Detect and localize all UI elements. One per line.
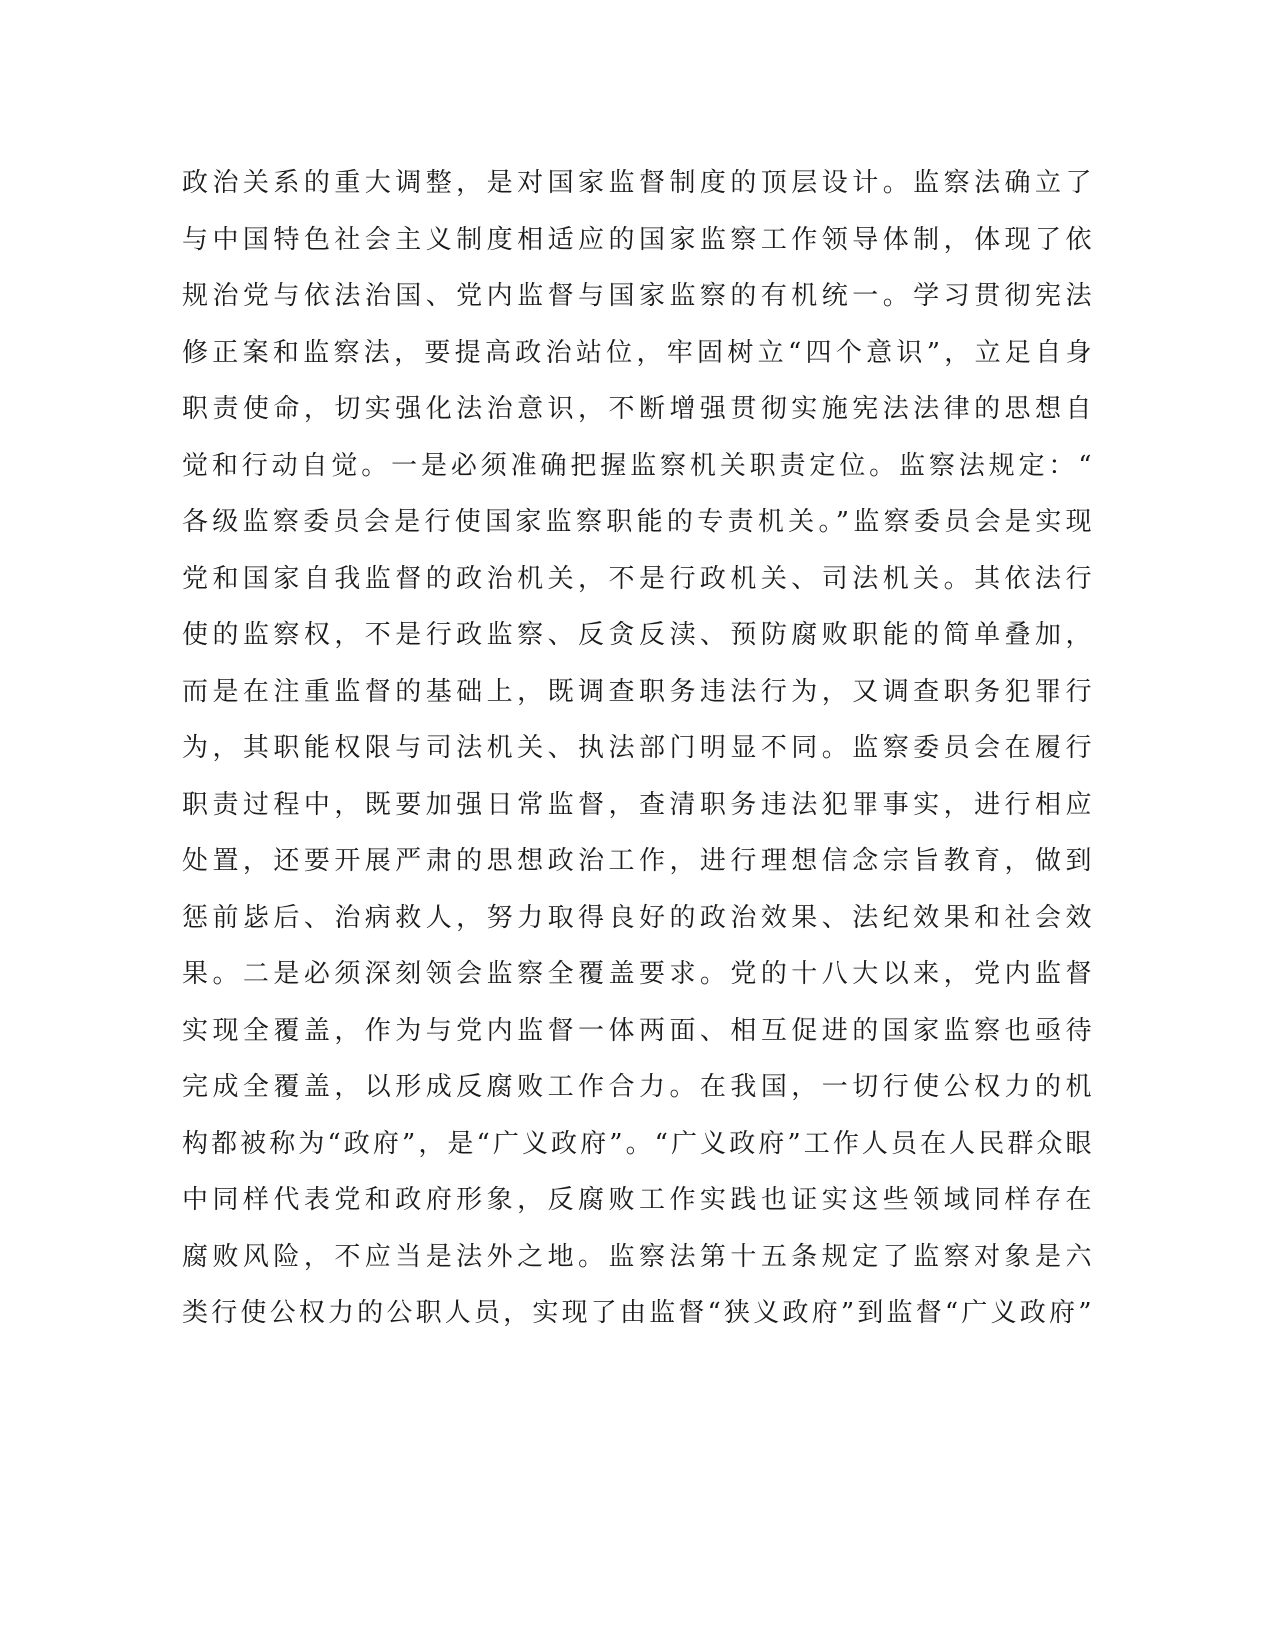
- text-line: 类行使公权力的公职人员，实现了由监督“狭义政府”到监督“广义政府”: [182, 1298, 1092, 1328]
- body-text: [182, 155, 1092, 1342]
- text-line: 政治关系的重大调整，是对国家监督制度的顶层设计。监察法确立了: [182, 168, 1092, 198]
- text-line: 腐败风险，不应当是法外之地。监察法第十五条规定了监察对象是六: [182, 1241, 1092, 1272]
- text-line: 而是在注重监督的基础上，既调查职务违法行为，又调查职务犯罪行: [182, 676, 1092, 707]
- text-line: 为，其职能权限与司法机关、执法部门明显不同。监察委员会在履行: [182, 733, 1092, 763]
- text-line: 各级监察委员会是行使国家监察职能的专责机关。”监察委员会是实现: [182, 507, 1092, 537]
- text-line: 完成全覆盖，以形成反腐败工作合力。在我国，一切行使公权力的机: [182, 1072, 1092, 1102]
- text-line: 职责使命，切实强化法治意识，不断增强贯彻实施宪法法律的思想自: [182, 394, 1092, 424]
- text-line: 惩前毖后、治病救人，努力取得良好的政治效果、法纪效果和社会效: [182, 902, 1092, 933]
- text-line: 处置，还要开展严肃的思想政治工作，进行理想信念宗旨教育，做到: [182, 846, 1092, 876]
- text-line: 实现全覆盖，作为与党内监督一体两面、相互促进的国家监察也亟待: [182, 1015, 1092, 1046]
- text-line: 与中国特色社会主义制度相适应的国家监察工作领导体制，体现了依: [182, 224, 1092, 255]
- text-line: 构都被称为“政府”，是“广义政府”。“广义政府”工作人员在人民群众眼: [182, 1128, 1092, 1159]
- text-line: 觉和行动自觉。一是必须准确把握监察机关职责定位。监察法规定：“: [182, 450, 1092, 481]
- text-line: 规治党与依法治国、党内监督与国家监察的有机统一。学习贯彻宪法: [182, 281, 1092, 311]
- text-line: 使的监察权，不是行政监察、反贪反渎、预防腐败职能的简单叠加，: [182, 620, 1092, 650]
- text-line: 党和国家自我监督的政治机关，不是行政机关、司法机关。其依法行: [182, 563, 1092, 594]
- text-line: 职责过程中，既要加强日常监督，查清职务违法犯罪事实，进行相应: [182, 789, 1092, 820]
- text-line: 中同样代表党和政府形象，反腐败工作实践也证实这些领域同样存在: [182, 1185, 1092, 1215]
- text-line: 修正案和监察法，要提高政治站位，牢固树立“四个意识”，立足自身: [182, 337, 1092, 368]
- text-line: 果。二是必须深刻领会监察全覆盖要求。党的十八大以来，党内监督: [182, 959, 1092, 989]
